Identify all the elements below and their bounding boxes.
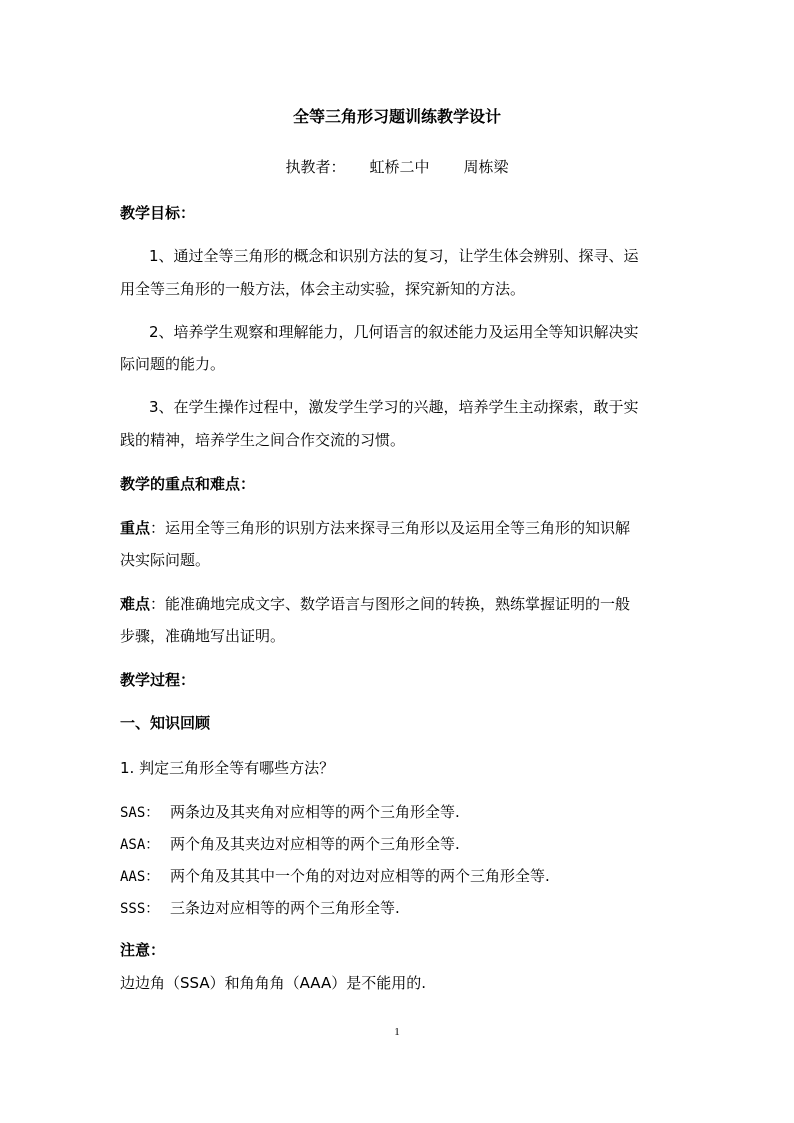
- focus-line-1: [120, 518, 630, 538]
- method-row-sas: [120, 802, 460, 823]
- focus-line-2: 决实际问题。: [120, 551, 211, 569]
- method-code: SAS：: [120, 805, 160, 821]
- objective-1-line-2: 用全等三角形的一般方法，体会主动实验，探究新知的方法。: [120, 280, 526, 298]
- key-points-heading: 教学的重点和难点：: [120, 475, 256, 493]
- method-text: 两个角及其夹边对应相等的两个三角形全等.: [170, 835, 460, 853]
- objectives-heading: 教学目标：: [120, 204, 196, 222]
- objective-2-line-1: 2、培养学生观察和理解能力，几何语言的叙述能力及运用全等知识解决实: [149, 323, 639, 341]
- method-row-sss: [120, 898, 400, 919]
- note-text: 边边角（SSA）和角角角（AAA）是不能用的.: [120, 974, 426, 992]
- method-text: 两条边及其夹角对应相等的两个三角形全等.: [170, 803, 460, 821]
- document-title: 全等三角形习题训练教学设计: [292, 107, 501, 126]
- method-code: AAS：: [120, 869, 160, 885]
- method-row-aas: [120, 866, 550, 887]
- difficulty-label: 难点: [120, 595, 151, 613]
- method-code: ASA：: [120, 837, 160, 853]
- method-code: SSS：: [120, 901, 160, 917]
- focus-text: ：运用全等三角形的识别方法来探寻三角形以及运用全等三角形的知识解: [150, 519, 631, 537]
- question-1: 1. 判定三角形全等有哪些方法？: [120, 759, 335, 777]
- author-school: 虹桥二中: [369, 158, 430, 176]
- difficulty-line-1: [120, 594, 630, 614]
- focus-label: 重点: [120, 519, 151, 537]
- objective-1-line-1: 1、通过全等三角形的概念和识别方法的复习，让学生体会辨别、探寻、运: [149, 247, 639, 265]
- author-name: 周栋梁: [463, 158, 509, 176]
- note-heading: 注意：: [120, 941, 166, 959]
- difficulty-line-2: 步骤，准确地写出证明。: [120, 627, 286, 645]
- method-row-asa: [120, 834, 460, 855]
- objective-3-line-1: 3、在学生操作过程中，激发学生学习的兴趣，培养学生主动探索，敢于实: [149, 398, 639, 416]
- method-text: 三条边对应相等的两个三角形全等.: [170, 899, 400, 917]
- author-label: 执教者：: [285, 158, 346, 176]
- objective-2-line-2: 际问题的能力。: [120, 355, 226, 373]
- section-1-heading: 一、知识回顾: [120, 714, 211, 732]
- process-heading: 教学过程：: [120, 671, 196, 689]
- page-number: 1: [394, 1026, 400, 1038]
- method-text: 两个角及其其中一个角的对边对应相等的两个三角形全等.: [170, 867, 550, 885]
- difficulty-text: ：能准确地完成文字、数学语言与图形之间的转换，熟练掌握证明的一般: [150, 595, 631, 613]
- author-line: [0, 157, 794, 177]
- objective-3-line-2: 践的精神，培养学生之间合作交流的习惯。: [120, 431, 406, 449]
